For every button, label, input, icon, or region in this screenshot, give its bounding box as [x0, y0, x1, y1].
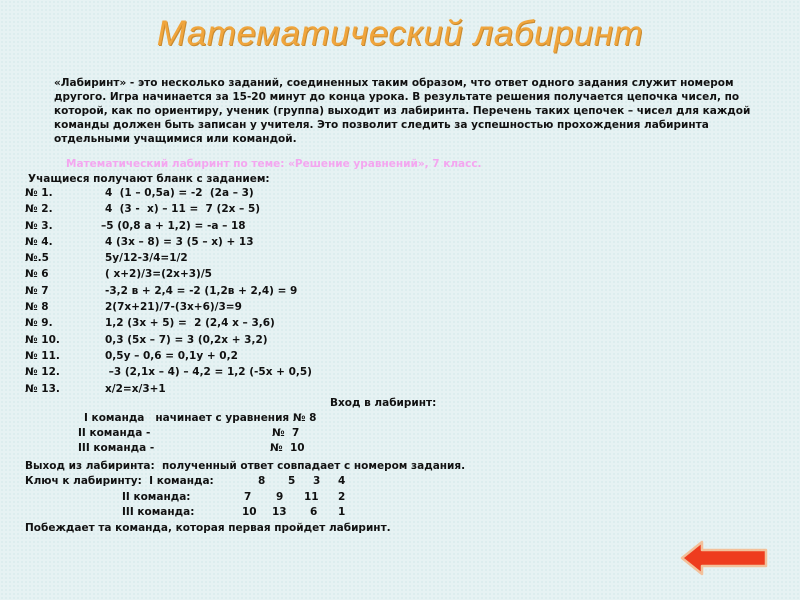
task-number: №.5 [25, 252, 49, 265]
task-number: № 8 [25, 301, 49, 314]
key-value: 9 [276, 491, 284, 503]
intro-paragraph: «Лабиринт» - это несколько заданий, соединенных таким образом, что ответ одного задания служит номером другого. Игра начинается за 15-20 минут до конца урока. В результате решения получается цепочка чисел, по которой, как по ориентиру, ученик (группа) выходит из лабиринта. Перечень таких цепочек – чисел для каждой команды должен быть записан у учителя. Это позволит следить за успешностью прохождения лабиринта отдельными учащимися или командой. [54, 77, 751, 145]
key-value: 6 [310, 506, 318, 518]
page-title: Математический лабиринт [156, 14, 644, 53]
exit-text: Выход из лабиринта: полученный ответ совпадает с номером задания. [25, 460, 466, 472]
key-team3-label: III команда: [122, 506, 195, 518]
team2-entry-label: II команда - [78, 427, 151, 439]
task-equation: 2(7x+21)/7-(3x+6)/3=9 [105, 301, 242, 314]
task-equation: 4 (3 - x) – 11 = 7 (2x – 5) [105, 203, 261, 216]
task-equation: 4 (1 – 0,5a) = -2 (2a – 3) [105, 187, 254, 199]
task-equation: x/2=x/3+1 [105, 382, 166, 395]
team3-entry-value: № 10 [270, 442, 305, 454]
key-team2-label: II команда: [122, 491, 191, 503]
task-equation: 1,2 (3x + 5) = 2 (2,4 x – 3,6) [105, 317, 275, 330]
team1-entry: I команда начинает с уравнения № 8 [84, 412, 317, 424]
task-equation: 0,5y – 0,6 = 0,1y + 0,2 [105, 349, 238, 362]
key-value: 2 [338, 491, 346, 503]
task-equation: –5 (0,8 a + 1,2) = -a – 18 [101, 219, 246, 232]
task-number: № 12. [25, 366, 60, 379]
task-number: № 3. [25, 219, 53, 232]
key-value: 8 [258, 475, 266, 487]
task-number: № 10. [25, 333, 60, 346]
task-equation: ( x+2)/3=(2x+3)/5 [105, 268, 212, 281]
key-value: 3 [313, 475, 321, 487]
task-number: № 1. [25, 187, 53, 199]
key-value: 5 [288, 475, 296, 487]
key-value: 11 [304, 491, 319, 503]
back-button[interactable] [680, 540, 770, 576]
winner-text: Побеждает та команда, которая первая пройдет лабиринт. [25, 522, 391, 534]
team2-entry-value: № 7 [272, 427, 300, 439]
task-number: № 11. [25, 349, 60, 362]
key-value: 4 [338, 475, 346, 487]
task-equation: –3 (2,1x – 4) – 4,2 = 1,2 (-5x + 0,5) [105, 366, 312, 379]
key-value: 1 [338, 506, 346, 518]
entry-heading: Вход в лабиринт: [330, 397, 437, 409]
task-number: № 4. [25, 235, 53, 248]
team3-entry-label: III команда - [78, 442, 155, 454]
key-value: 7 [244, 491, 252, 503]
task-equation: -3,2 в + 2,4 = -2 (1,2в + 2,4) = 9 [105, 284, 298, 297]
key-label: Ключ к лабиринту: I команда: [25, 475, 214, 487]
key-value: 10 [242, 506, 257, 518]
task-number: № 13. [25, 382, 60, 395]
task-number: № 9. [25, 317, 53, 330]
task-number: № 2. [25, 203, 53, 216]
task-equation: 4 (3x – 8) = 3 (5 – x) + 13 [105, 235, 254, 248]
students-text: Учащиеся получают бланк с заданием: [28, 173, 270, 185]
key-value: 13 [272, 506, 287, 518]
subtitle: Математический лабиринт по теме: «Решение уравнений», 7 класс. [66, 158, 482, 170]
task-equation: 5y/12-3/4=1/2 [105, 252, 188, 265]
task-equation: 0,3 (5x – 7) = 3 (0,2x + 3,2) [105, 333, 268, 346]
task-number: № 7 [25, 284, 49, 297]
task-number: № 6 [25, 268, 49, 281]
left-arrow-icon [680, 540, 770, 576]
